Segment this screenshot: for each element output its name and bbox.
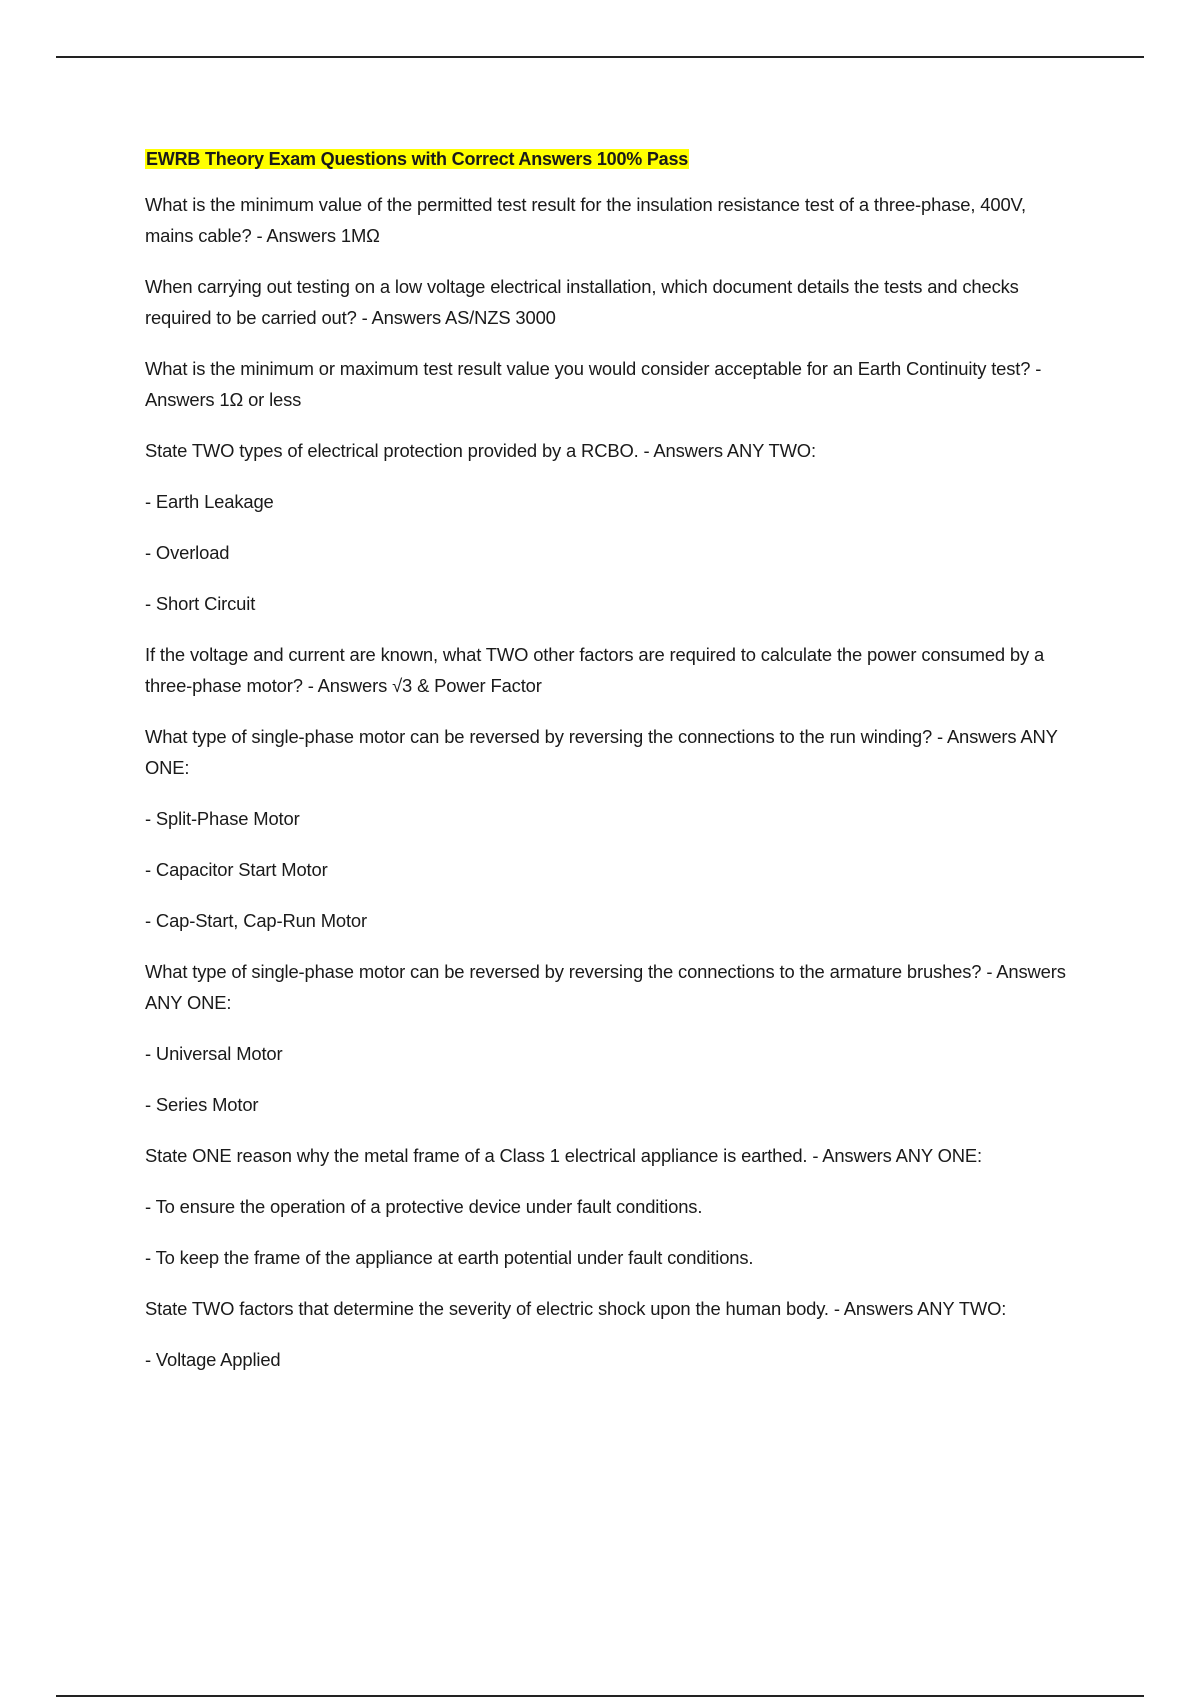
answer-list-item: - Series Motor — [145, 1094, 259, 1115]
answer-list-item: - Short Circuit — [145, 593, 256, 614]
question-run-winding-reversal: What type of single-phase motor can be reversed by reversing the connections to the run winding? - Answers ANY ONE: — [145, 726, 1058, 778]
answer-list-item: - To ensure the operation of a protective device under fault conditions. — [145, 1196, 703, 1217]
answer-list-item: - Split-Phase Motor — [145, 808, 300, 829]
footer-rule — [56, 1695, 1144, 1697]
answer-list-item: - Voltage Applied — [145, 1349, 281, 1370]
answer-list-item: - Cap-Start, Cap-Run Motor — [145, 910, 367, 931]
header-rule — [56, 56, 1144, 58]
answer-list-item: - To keep the frame of the appliance at earth potential under fault conditions. — [145, 1247, 754, 1268]
question-shock-severity: State TWO factors that determine the severity of electric shock upon the human body. - Answers ANY TWO: — [145, 1298, 1007, 1319]
question-armature-reversal: What type of single-phase motor can be reversed by reversing the connections to the armature brushes? - Answers ANY ONE: — [145, 961, 1066, 1013]
question-rcbo-protection: State TWO types of electrical protection provided by a RCBO. - Answers ANY TWO: — [145, 440, 816, 461]
question-class1-earthing: State ONE reason why the metal frame of a Class 1 electrical appliance is earthed. - Answers ANY ONE: — [145, 1145, 982, 1166]
answer-list-item: - Overload — [145, 542, 230, 563]
document-title: EWRB Theory Exam Questions with Correct Answers 100% Pass — [146, 149, 689, 169]
question-testing-document: When carrying out testing on a low voltage electrical installation, which document details the tests and checks required to be carried out? - Answers AS/NZS 3000 — [145, 276, 1019, 328]
document-body — [145, 145, 1075, 1395]
answer-list-item: - Earth Leakage — [145, 491, 274, 512]
question-three-phase-power: If the voltage and current are known, what TWO other factors are required to calculate the power consumed by a three-phase motor? - Answers √3 & Power Factor — [145, 644, 1045, 696]
question-earth-continuity: What is the minimum or maximum test result value you would consider acceptable for an Earth Continuity test? - Answers 1Ω or less — [145, 358, 1042, 410]
title-line — [145, 145, 1075, 175]
answer-list-item: - Universal Motor — [145, 1043, 283, 1064]
question-insulation-resistance: What is the minimum value of the permitted test result for the insulation resistance test of a three-phase, 400V, mains cable? - Answers 1MΩ — [145, 194, 1026, 246]
answer-list-item: - Capacitor Start Motor — [145, 859, 328, 880]
